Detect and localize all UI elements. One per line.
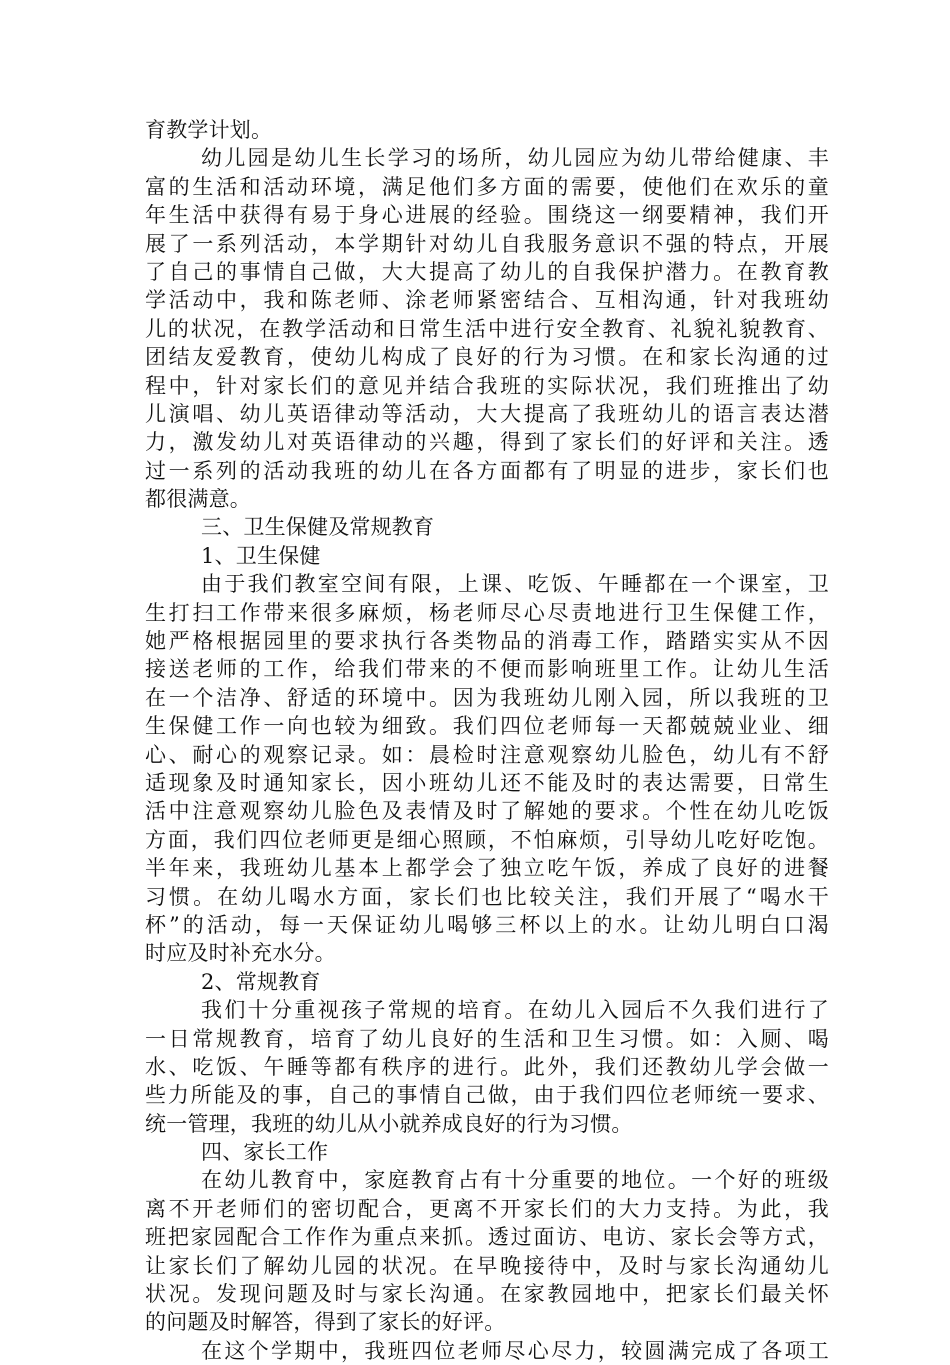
text-line: 接送老师的工作，给我们带来的不便而影响班里工作。让幼儿生活 [145, 657, 829, 682]
text-line: 过一系列的活动我班的幼儿在各方面都有了明显的进步，家长们也 [145, 458, 829, 483]
text-line: 活中注意观察幼儿脸色及表情及时了解她的要求。个性在幼儿吃饭 [145, 799, 829, 824]
text-line: 在一个洁净、舒适的环境中。因为我班幼儿刚入园，所以我班的卫 [145, 685, 829, 710]
paragraph-first-line: 在幼儿教育中，家庭教育占有十分重要的地位。一个好的班级 [201, 1168, 829, 1193]
section-heading: 2、常规教育 [201, 969, 321, 994]
text-line: 生保健工作一向也较为细致。我们四位老师每一天都兢兢业业、细 [145, 714, 829, 739]
text-line: 年生活中获得有易于身心进展的经验。围绕这一纲要精神，我们开 [145, 203, 829, 228]
paragraph-first-line: 由于我们教室空间有限，上课、吃饭、午睡都在一个课室，卫 [201, 572, 829, 597]
text-line: 儿的状况，在教学活动和日常生活中进行安全教育、礼貌礼貌教育、 [145, 316, 829, 341]
text-line: 富的生活和活动环境，满足他们多方面的需要，使他们在欢乐的童 [145, 174, 829, 199]
paragraph-last-line: 时应及时补充水分。 [145, 941, 336, 966]
text-line: 习惯。在幼儿喝水方面，家长们也比较关注，我们开展了“喝水干 [145, 884, 829, 909]
text-line: 一日常规教育，培育了幼儿良好的生活和卫生习惯。如：入厕、喝 [145, 1026, 829, 1051]
paragraph-first-line: 我们十分重视孩子常规的培育。在幼儿入园后不久我们进行了 [201, 998, 829, 1023]
paragraph-first-line: 幼儿园是幼儿生长学习的场所，幼儿园应为幼儿带给健康、丰 [201, 146, 829, 171]
text-line: 学活动中，我和陈老师、涂老师紧密结合、互相沟通，针对我班幼 [145, 288, 829, 313]
paragraph-last-line: 的问题及时解答，得到了家长的好评。 [145, 1310, 506, 1335]
text-line: 展了一系列活动，本学期针对幼儿自我服务意识不强的特点，开展 [145, 231, 829, 256]
text-line: 让家长们了解幼儿园的状况。在早晚接待中，及时与家长沟通幼儿 [145, 1253, 829, 1278]
text-line: 力，激发幼儿对英语律动的兴趣，得到了家长们的好评和关注。透 [145, 430, 829, 455]
text-line: 适现象及时通知家长，因小班幼儿还不能及时的表达需要，日常生 [145, 770, 829, 795]
text-line: 她严格根据园里的要求执行各类物品的消毒工作，踏踏实实从不因 [145, 629, 829, 654]
text-line: 离不开老师们的密切配合，更离不开家长们的大力支持。为此，我 [145, 1196, 829, 1221]
section-heading: 三、卫生保健及常规教育 [201, 515, 435, 540]
text-line: 方面，我们四位老师更是细心照顾，不怕麻烦，引导幼儿吃好吃饱。 [145, 827, 829, 852]
paragraph-last-line: 都很满意。 [145, 487, 251, 512]
section-heading: 1、卫生保健 [201, 543, 321, 568]
text-line: 班把家园配合工作作为重点来抓。透过面访、电访、家长会等方式， [145, 1225, 829, 1250]
text-line: 些力所能及的事，自己的事情自己做，由于我们四位老师统一要求、 [145, 1083, 829, 1108]
paragraph-last-line: 统一管理，我班的幼儿从小就养成良好的行为习惯。 [145, 1111, 633, 1136]
text-line: 了自己的事情自己做，大大提高了幼儿的自我保护潜力。在教育教 [145, 259, 829, 284]
section-heading: 四、家长工作 [201, 1140, 329, 1165]
text-line: 心、耐心的观察记录。如：晨检时注意观察幼儿脸色，幼儿有不舒 [145, 742, 829, 767]
document-body [145, 116, 829, 1365]
text-line: 状况。发现问题及时与家长沟通。在家教园地中，把家长们最关怀 [145, 1282, 829, 1307]
text-line: 生打扫工作带来很多麻烦，杨老师尽心尽责地进行卫生保健工作， [145, 600, 829, 625]
text-line: 水、吃饭、午睡等都有秩序的进行。此外，我们还教幼儿学会做一 [145, 1054, 829, 1079]
text-line: 团结友爱教育，使幼儿构成了良好的行为习惯。在和家长沟通的过 [145, 345, 829, 370]
text-line: 杯”的活动，每一天保证幼儿喝够三杯以上的水。让幼儿明白口渴 [145, 912, 829, 937]
text-line: 儿演唱、幼儿英语律动等活动，大大提高了我班幼儿的语言表达潜 [145, 401, 829, 426]
text-line: 半年来，我班幼儿基本上都学会了独立吃午饭，养成了良好的进餐 [145, 856, 829, 881]
paragraph-last-line: 育教学计划。 [145, 118, 273, 142]
paragraph-first-line: 在这个学期中，我班四位老师尽心尽力，较圆满完成了各项工 [201, 1338, 829, 1363]
text-line: 程中，针对家长们的意见并结合我班的实际状况，我们班推出了幼 [145, 373, 829, 398]
